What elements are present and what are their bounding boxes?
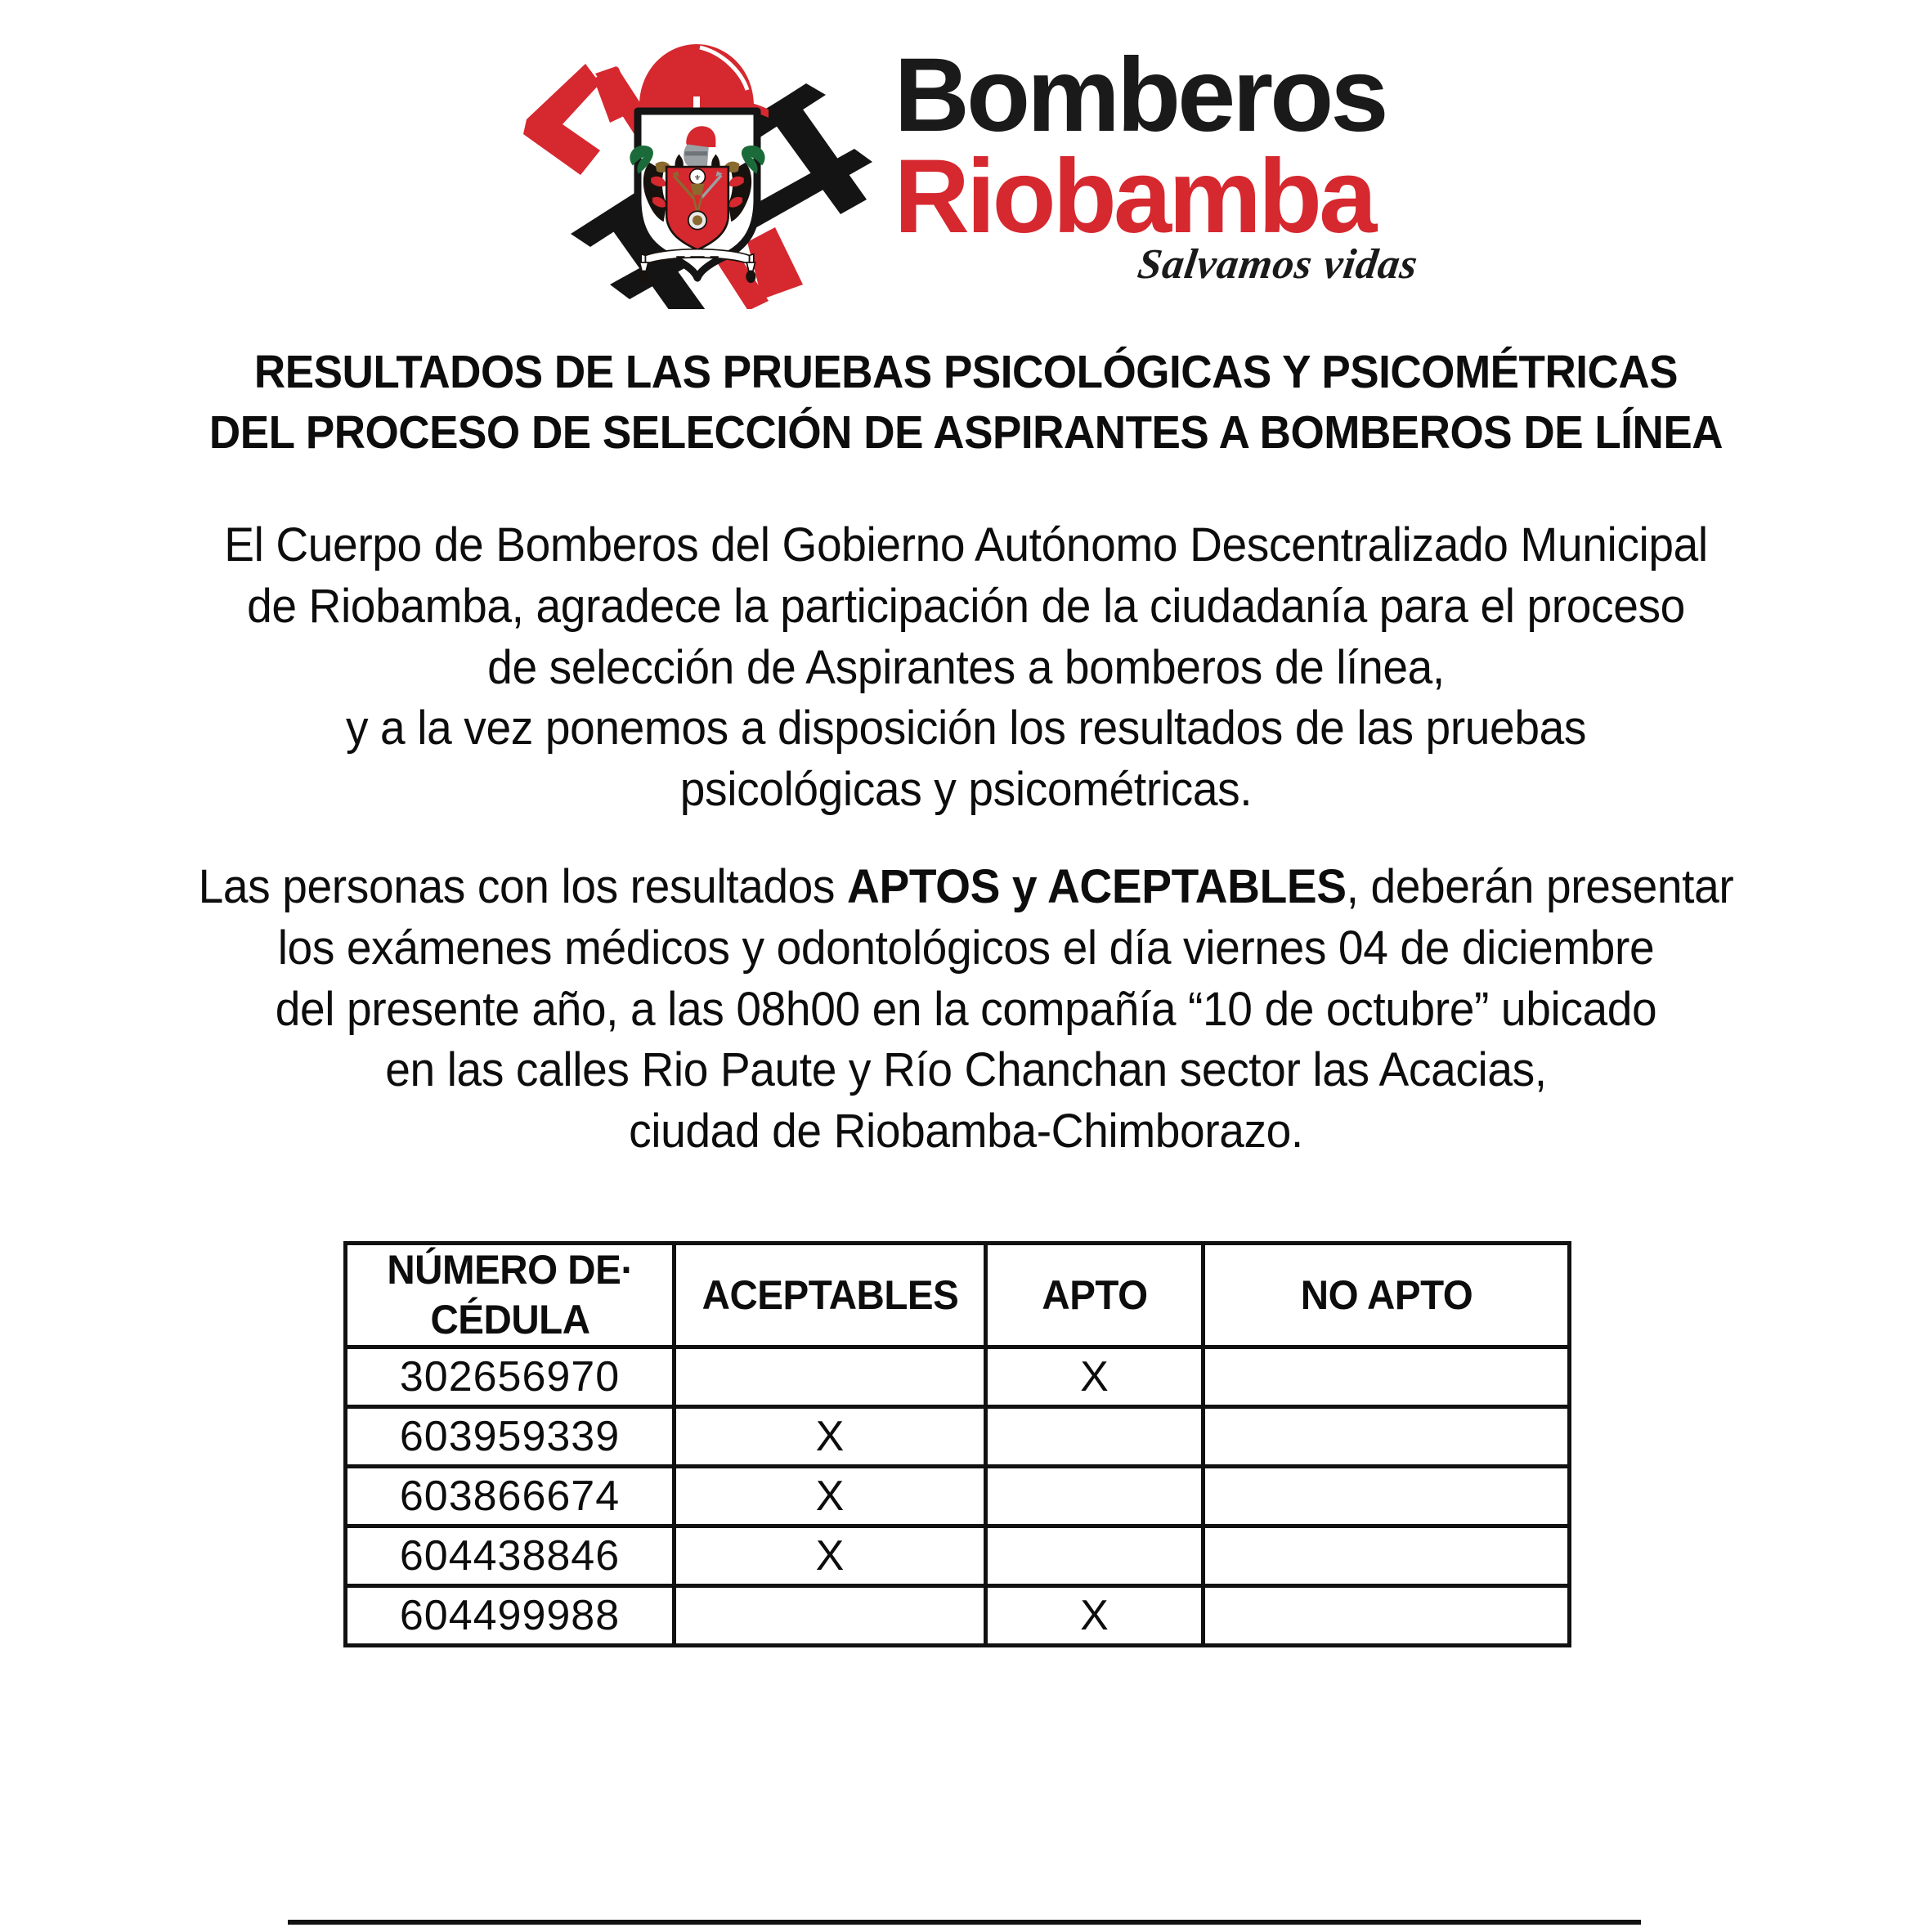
logo-header (0, 39, 1932, 309)
logo-wordmark-riobamba: Riobamba (894, 137, 1374, 255)
cell-cedula: 603959339 (346, 1407, 675, 1467)
instructions-line-1-post: , deberán presentar (1346, 860, 1734, 913)
results-table-body (346, 1347, 1570, 1646)
cell-cedula: 604438846 (346, 1526, 675, 1586)
cell-aceptables: X (675, 1467, 986, 1526)
cell-cedula: 302656970 (346, 1347, 675, 1407)
cell-no-apto (1204, 1407, 1570, 1467)
instructions-line-2: los exámenes médicos y odontológicos el día viernes 04 de diciembre (277, 921, 1655, 975)
instructions-line-1 (48, 857, 1884, 918)
cell-aceptables (675, 1586, 986, 1646)
instructions-line-4: en las calles Rio Paute y Río Chanchan sector las Acacias, (385, 1043, 1547, 1097)
instructions-paragraph (48, 857, 1884, 1163)
instructions-line-5: ciudad de Riobamba-Chimborazo. (629, 1105, 1303, 1159)
instructions-emphasis: APTOS y ACEPTABLES (847, 860, 1347, 913)
table-row (346, 1347, 1570, 1407)
cell-apto (986, 1407, 1204, 1467)
instructions-line-1-pre: Las personas con los resultados (198, 860, 848, 913)
cell-apto: X (986, 1586, 1204, 1646)
page-title-line-2: DEL PROCESO DE SELECCIÓN DE ASPIRANTES A BOMBEROS DE LÍNEA (208, 406, 1724, 459)
column-header-cedula-line-2: CÉDULA (429, 1297, 590, 1343)
results-table (343, 1241, 1571, 1647)
intro-line-3: de selección de Aspirantes a bomberos de línea, (487, 640, 1445, 694)
cell-cedula: 603866674 (346, 1467, 675, 1526)
table-row (346, 1586, 1570, 1646)
table-header-row (346, 1244, 1570, 1347)
bomberos-riobamba-emblem-icon (515, 39, 883, 309)
cell-aceptables: X (675, 1526, 986, 1586)
logo-wordmark-bomberos: Bomberos (894, 37, 1386, 154)
column-header-apto: APTO (991, 1244, 1198, 1347)
intro-paragraph (48, 515, 1884, 821)
cell-cedula: 604499988 (346, 1586, 675, 1646)
cell-no-apto (1204, 1586, 1570, 1646)
cell-apto: X (986, 1347, 1204, 1407)
intro-line-1: El Cuerpo de Bomberos del Gobierno Autónomo Descentralizado Municipal (224, 518, 1708, 572)
svg-text:⚜: ⚜ (693, 174, 701, 183)
table-row (346, 1407, 1570, 1467)
instructions-line-3: del presente año, a las 08h00 en la compañía “10 de octubre” ubicado (275, 982, 1657, 1036)
cell-no-apto (1204, 1347, 1570, 1407)
results-table-container (343, 1241, 1567, 1647)
page-title-line-1: RESULTADOS DE LAS PRUEBAS PSICOLÓGICAS Y PSICOMÉTRICAS (253, 346, 1679, 398)
cell-no-apto (1204, 1526, 1570, 1586)
cell-apto (986, 1467, 1204, 1526)
cell-apto (986, 1526, 1204, 1586)
column-header-cedula (354, 1244, 666, 1347)
page-title (68, 342, 1865, 463)
footer-divider (288, 1920, 1641, 1925)
cell-no-apto (1204, 1467, 1570, 1526)
cell-aceptables: X (675, 1407, 986, 1467)
column-header-cedula-line-1: NÚMERO DE· (386, 1247, 634, 1293)
intro-line-5: psicológicas y psicométricas. (679, 763, 1253, 817)
table-row (346, 1526, 1570, 1586)
cell-aceptables (675, 1347, 986, 1407)
table-row (346, 1467, 1570, 1526)
column-header-no-apto: NO APTO (1213, 1244, 1561, 1347)
intro-line-2: de Riobamba, agradece la participación de la ciudadanía para el proceso (247, 579, 1685, 633)
intro-line-4: y a la vez ponemos a disposición los resultados de las pruebas (345, 702, 1587, 755)
logo-tagline: Salvamos vidas (1134, 240, 1421, 288)
column-header-aceptables: ACEPTABLES (682, 1244, 978, 1347)
